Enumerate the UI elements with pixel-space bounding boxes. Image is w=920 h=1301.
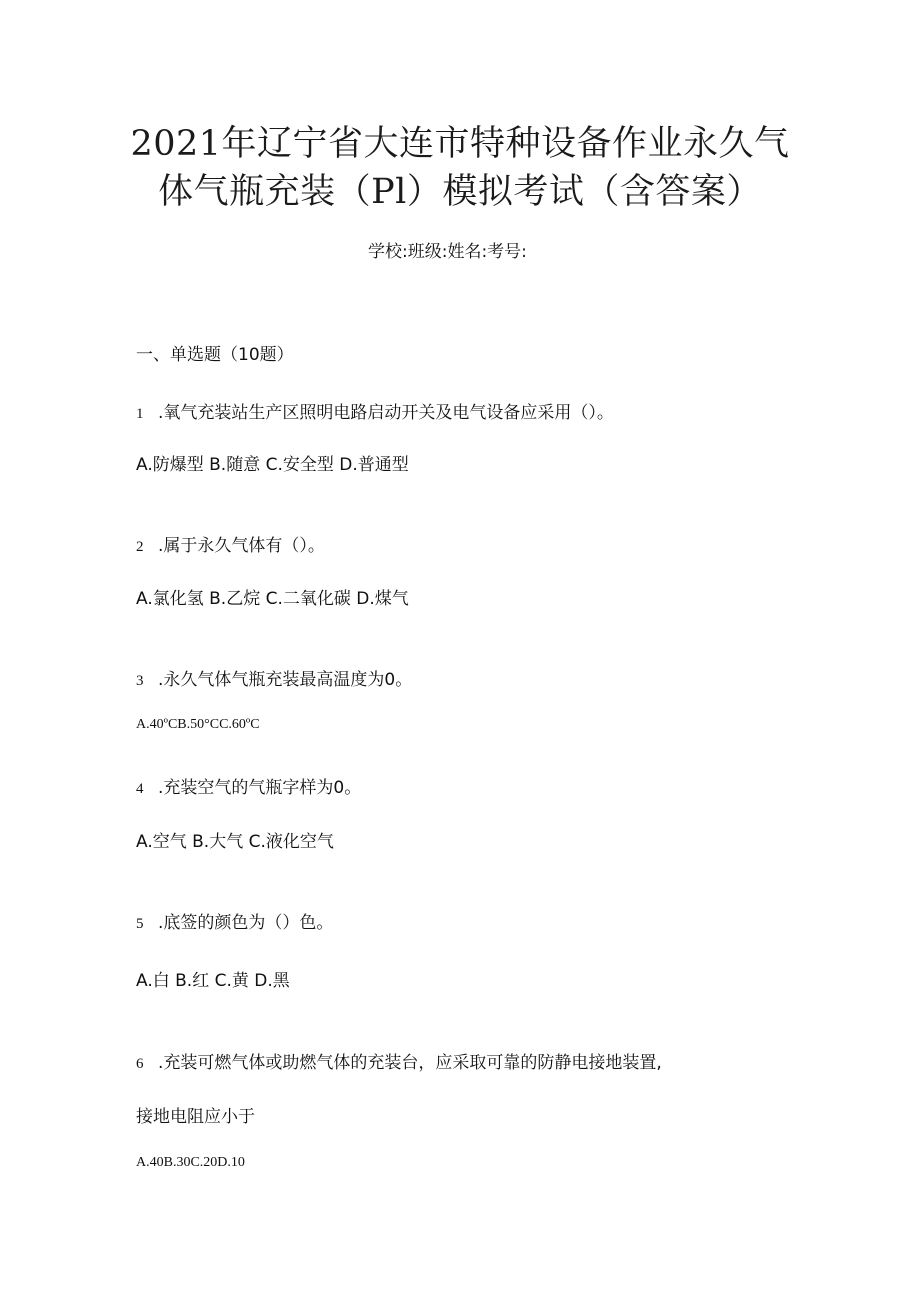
question-1 bbox=[136, 400, 614, 427]
question-number: 3 bbox=[136, 673, 144, 689]
student-info-line: 学校:班级:姓名:考号: bbox=[368, 242, 527, 262]
question-number: 6 bbox=[136, 1056, 144, 1072]
question-6-stem-continued: 接地电阻应小于 bbox=[136, 1107, 255, 1127]
question-number: 4 bbox=[136, 781, 144, 797]
question-stem: .永久气体气瓶充装最高温度为0。 bbox=[158, 670, 413, 690]
question-number: 2 bbox=[136, 539, 144, 555]
question-6-options: A.40B.30C.20D.10 bbox=[136, 1155, 245, 1170]
section-heading: 一、单选题（10题） bbox=[136, 345, 294, 365]
question-stem: .属于永久气体有（）。 bbox=[158, 536, 325, 556]
question-5 bbox=[136, 910, 333, 937]
question-4-options: A.空气 B.大气 C.液化空气 bbox=[136, 832, 334, 852]
question-2-options: A.氯化氢 B.乙烷 C.二氧化碳 D.煤气 bbox=[136, 589, 409, 609]
question-2 bbox=[136, 533, 325, 560]
question-5-options: A.白 B.红 C.黄 D.黑 bbox=[136, 971, 290, 991]
question-3-options: A.40ºCB.50°CC.60ºC bbox=[136, 717, 260, 732]
question-3 bbox=[136, 667, 412, 694]
document-title-line-2: 体气瓶充装（Pl）模拟考试（含答案） bbox=[158, 172, 762, 212]
question-number: 5 bbox=[136, 916, 144, 932]
question-1-options: A.防爆型 B.随意 C.安全型 D.普通型 bbox=[136, 455, 409, 475]
question-number: 1 bbox=[136, 406, 144, 422]
question-6 bbox=[136, 1050, 662, 1077]
question-stem: .充装空气的气瓶字样为0。 bbox=[158, 778, 362, 798]
question-stem: .氧气充装站生产区照明电路启动开关及电气设备应采用（）。 bbox=[158, 403, 614, 423]
question-stem: .底签的颜色为（）色。 bbox=[158, 913, 334, 933]
question-stem: .充装可燃气体或助燃气体的充装台，应采取可靠的防静电接地装置, bbox=[158, 1053, 662, 1073]
question-4 bbox=[136, 775, 361, 802]
document-title-line-1: 2021年辽宁省大连市特种设备作业永久气 bbox=[130, 124, 790, 164]
